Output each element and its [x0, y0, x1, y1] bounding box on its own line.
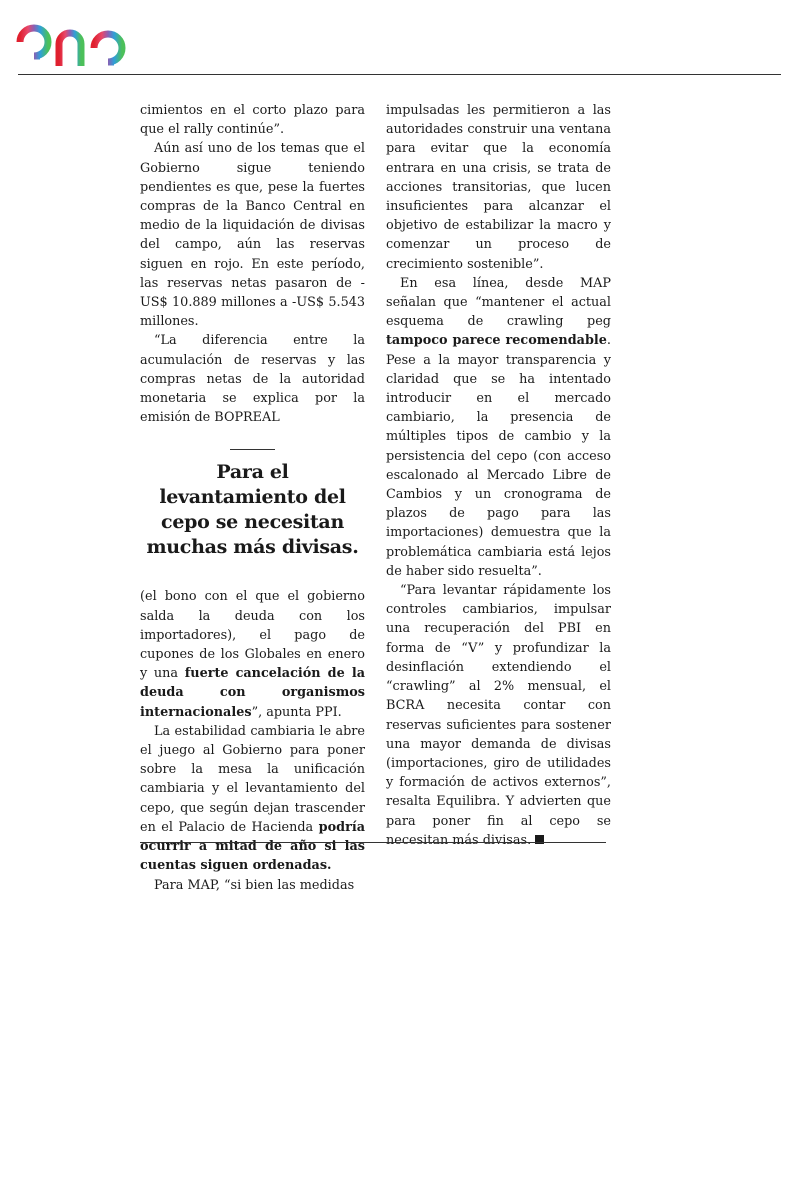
article-column-left — [140, 101, 365, 895]
paragraph-text: “Para levantar rápidamente los controles cambiarios, impulsar una recuperación del PBI en forma de “V” y profundizar la desinflación extendiendo el “crawling” al 2% mensual, el BCRA necesita contar con reservas suficientes para sostener una mayor demanda de divisas (importaciones, giro de utilidades y formación de activos externos”, resalta Equilibra. Y advierten que para poner fin al cepo se necesitan más divisas. — [386, 583, 611, 848]
paragraph — [386, 274, 611, 581]
paragraph — [140, 587, 365, 721]
footer-divider — [140, 842, 606, 843]
bold-emphasis: podría ocurrir a mitad de año si las cuentas siguen ordenadas. — [140, 819, 365, 874]
paragraph: Para MAP, “si bien las medidas — [154, 877, 355, 893]
paragraph: impulsadas les permitieron a las autoridades construir una ventana para evitar que la economía entrara en una crisis, se trata de acciones transitorias, que lucen insuficientes para alcanzar el objetivo de estabilizar la macro y comenzar un proceso de crecimiento sostenible”. — [386, 103, 611, 272]
article-column-right — [386, 101, 611, 850]
paragraph: “La diferencia entre la acumulación de reservas y las compras netas de la autoridad monetaria se explica por la emisión de BOPREAL — [140, 333, 365, 426]
paragraph-text: . Pese a la mayor transparencia y claridad que se ha intentado introducir en el mercado cambiario, la presencia de múltiples tipos de cambio y la persistencia del cepo (con acceso escalonado al Mercado Libre de Cambios y un cronograma de plazos de pago para las importaciones) demuestra que la problemática cambiaria está lejos de haber sido resuelta”. — [386, 333, 611, 579]
bold-emphasis: fuerte cancelación de la deuda con organismos internacionales — [140, 666, 365, 720]
paragraph-text: La estabilidad cambiaria le abre el juego al Gobierno para poner sobre la mesa la unificación cambiaria y el levantamiento del cepo, que según dejan trascender en el Palacio de Hacienda — [140, 723, 365, 835]
paragraph-text: En esa línea, desde MAP señalan que “mantener el actual esquema de crawling peg — [386, 275, 611, 330]
paragraph — [386, 581, 611, 850]
pull-quote: Para el levantamiento del cepo se necesitan muchas más divisas. — [146, 461, 359, 559]
paragraph: cimientos en el corto plazo para que el rally continúe”. — [140, 103, 365, 138]
paragraph — [140, 722, 365, 876]
enel-logo — [14, 8, 184, 72]
pull-quote-divider — [230, 449, 275, 450]
bold-emphasis: tampoco parece recomendable — [386, 333, 607, 349]
paragraph-text: ”, apunta PPI. — [251, 704, 342, 720]
paragraph: Aún así uno de los temas que el Gobierno sigue teniendo pendientes es que, pese la fuertes compras de la Banco Central en medio de la liquidación de divisas del campo, aún las reservas siguen en rojo. En este período, las reservas netas pasaron de -US$ 10.889 millones a -US$ 5.543 millones. — [140, 141, 365, 330]
paragraph-text: (el bono con el que el gobierno salda la deuda con los importadores), el pago de cupones de los Globales en enero y una — [140, 589, 365, 682]
header-divider — [18, 74, 781, 75]
